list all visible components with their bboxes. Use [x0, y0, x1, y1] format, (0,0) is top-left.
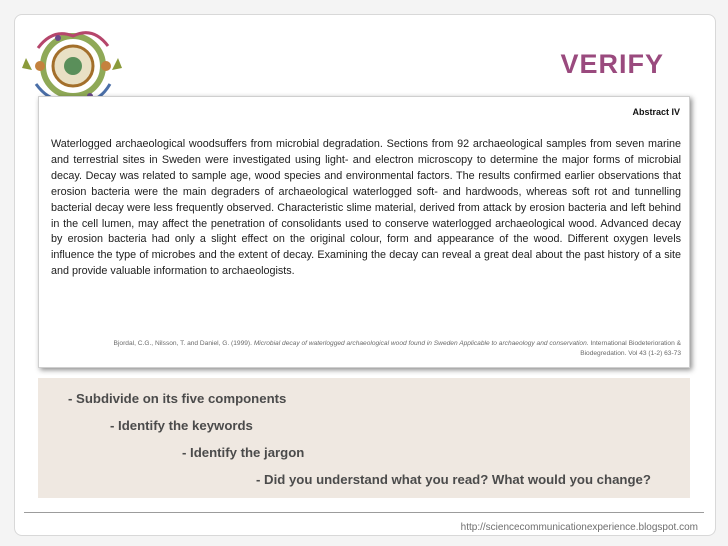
abstract-text: Waterlogged archaeological woodsuffers from microbial degradation. Sections from 92 archaeological samples from seven marine and terrestrial sites in Sweden were investigated using light- and electron microscopy to determine the major forms of microbial decay. Decay was related to sample age, wood species and environmental factors. The results confirmed earlier observations that erosion bacteria were the main degraders of archaeological waterlogged soft- and hardwoods, whereas soft rot and tunnelling bacterial decay were less frequently observed. Characteristic slime material, derived from attack by erosion bacteria and left behind in the cell lumen, may affect the penetration of consolidants used to conserve waterlogged archaeological wood. Advanced decay by erosion bacteria had only a slight effect on the original colour, form and appearance of the wood. Different oxygen levels influence the type of microbes and the extent of decay. Examining the decay can reveal a great deal about the past history of a site and provide valuable information to archaeologists.	[51, 138, 681, 278]
step-jargon: - Identify the jargon	[182, 445, 305, 460]
footer-url: http://sciencecommunicationexperience.blogspot.com	[460, 522, 698, 533]
citation	[101, 339, 681, 359]
step-subdivide: - Subdivide on its five components	[68, 391, 287, 406]
citation-title: Microbial decay of waterlogged archaeological wood found in Sweden Applicable to archaeology and conservation.	[253, 340, 589, 347]
footer-divider	[24, 512, 704, 513]
step-understand: - Did you understand what you read? What would you change?	[256, 472, 651, 487]
abstract-box	[38, 96, 690, 368]
slide-title: VERIFY	[560, 49, 664, 79]
citation-journal: International Biodeterioration & Biodegredation. Vol 43 (1-2) 63-73	[580, 340, 681, 357]
abstract-label: Abstract IV	[632, 107, 680, 117]
citation-authors: Bjordal, C.G., Nilsson, T. and Daniel, G. (1999).	[113, 340, 252, 347]
step-keywords: - Identify the keywords	[110, 418, 253, 433]
